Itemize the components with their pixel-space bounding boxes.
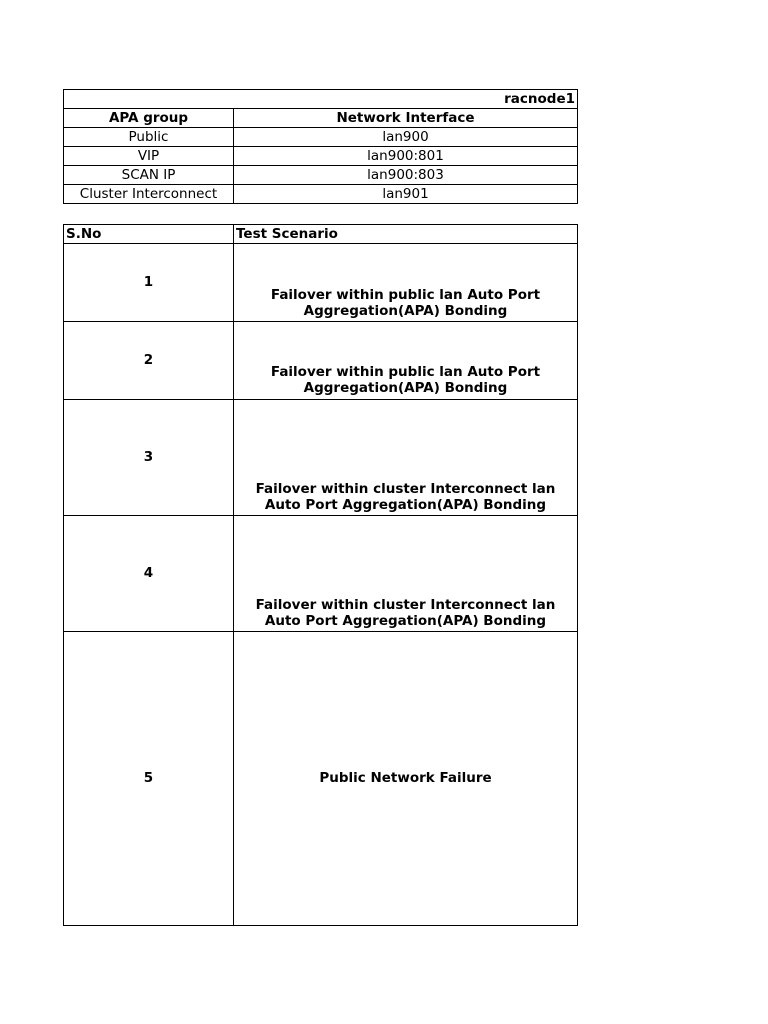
apa-group-cell: SCAN IP — [64, 166, 234, 185]
sno-cell — [64, 400, 234, 516]
table-header-row — [64, 225, 578, 244]
sno-cell — [64, 516, 234, 632]
scenario-cell — [234, 516, 578, 632]
table-row — [64, 128, 578, 147]
network-interface-cell: lan901 — [234, 185, 578, 204]
scenario-text: Public Network Failure — [319, 770, 492, 786]
node-title-row — [64, 90, 578, 109]
scenario-text: Failover within cluster Interconnect lan Auto Port Aggregation(APA) Bonding — [255, 481, 556, 513]
table-row — [64, 400, 578, 516]
table-row — [64, 632, 578, 926]
network-interface-header: Network Interface — [234, 109, 578, 128]
network-interface-cell: lan900:801 — [234, 147, 578, 166]
table-row — [64, 244, 578, 322]
sno-cell — [64, 322, 234, 400]
sno-value: 3 — [143, 449, 154, 465]
scenario-text: Failover within public lan Auto Port Aggregation(APA) Bonding — [270, 287, 541, 319]
sno-value: 5 — [143, 770, 154, 786]
table-row — [64, 516, 578, 632]
table-row — [64, 147, 578, 166]
scenario-text: Failover within public lan Auto Port Aggregation(APA) Bonding — [270, 364, 541, 396]
scenario-cell — [234, 632, 578, 926]
table-row — [64, 322, 578, 400]
test-scenario-header: Test Scenario — [234, 225, 578, 244]
apa-group-table — [63, 89, 578, 204]
sno-value: 2 — [143, 352, 154, 368]
table-row — [64, 166, 578, 185]
node-name: racnode1 — [64, 90, 578, 109]
table-header-row — [64, 109, 578, 128]
apa-group-cell: Cluster Interconnect — [64, 185, 234, 204]
sno-value: 4 — [143, 565, 154, 581]
table-row — [64, 185, 578, 204]
sno-cell — [64, 632, 234, 926]
network-interface-cell: lan900 — [234, 128, 578, 147]
sno-header: S.No — [64, 225, 234, 244]
apa-group-header: APA group — [64, 109, 234, 128]
sno-cell — [64, 244, 234, 322]
scenario-cell — [234, 322, 578, 400]
scenario-cell — [234, 244, 578, 322]
scenario-cell — [234, 400, 578, 516]
apa-group-cell: VIP — [64, 147, 234, 166]
scenario-text: Failover within cluster Interconnect lan Auto Port Aggregation(APA) Bonding — [255, 597, 556, 629]
test-scenario-table — [63, 224, 578, 926]
apa-group-cell: Public — [64, 128, 234, 147]
sno-value: 1 — [143, 274, 154, 290]
network-interface-cell: lan900:803 — [234, 166, 578, 185]
